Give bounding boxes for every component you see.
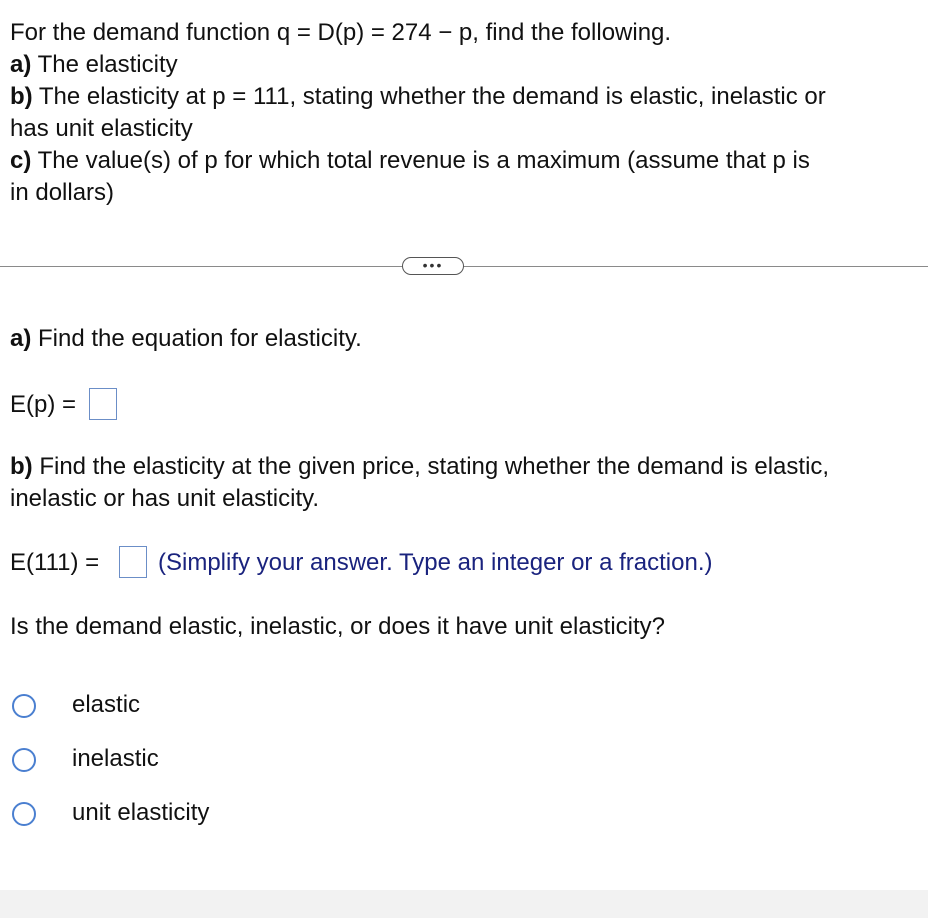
question-b-heading-cont: inelastic or has unit elasticity.	[10, 485, 320, 512]
section-divider	[0, 266, 928, 267]
problem-intro: For the demand function q = D(p) = 274 − p, find the following.	[10, 19, 672, 46]
question-b-heading: b) Find the elasticity at the given price, stating whether the demand is elastic,	[10, 453, 830, 480]
problem-part-c: c) The value(s) of p for which total revenue is a maximum (assume that p is	[10, 147, 810, 174]
radio-elastic[interactable]	[12, 694, 36, 718]
question-a-heading: a) Find the equation for elasticity.	[10, 325, 362, 352]
problem-part-c-cont: in dollars)	[10, 179, 115, 206]
elasticity-value-label: E(111) =	[10, 549, 100, 576]
footer-bar	[0, 890, 928, 918]
problem-part-b-cont: has unit elasticity	[10, 115, 193, 142]
radio-inelastic[interactable]	[12, 748, 36, 772]
ellipsis-icon: •••	[422, 257, 444, 273]
expand-more-button[interactable]	[402, 257, 464, 275]
elasticity-value-input[interactable]	[119, 546, 147, 578]
elasticity-equation-input[interactable]	[89, 388, 117, 420]
option-unit-elasticity-label[interactable]: unit elasticity	[72, 799, 210, 826]
problem-part-b: b) The elasticity at p = 111, stating whether the demand is elastic, inelastic or	[10, 83, 826, 110]
radio-unit-elasticity[interactable]	[12, 802, 36, 826]
option-inelastic-label[interactable]: inelastic	[72, 745, 159, 772]
option-elastic-label[interactable]: elastic	[72, 691, 141, 718]
problem-part-a: a) The elasticity	[10, 51, 178, 78]
demand-type-prompt: Is the demand elastic, inelastic, or does it have unit elasticity?	[10, 613, 666, 640]
answer-hint: (Simplify your answer. Type an integer or a fraction.)	[158, 549, 713, 576]
elasticity-equation-label: E(p) =	[10, 391, 77, 418]
